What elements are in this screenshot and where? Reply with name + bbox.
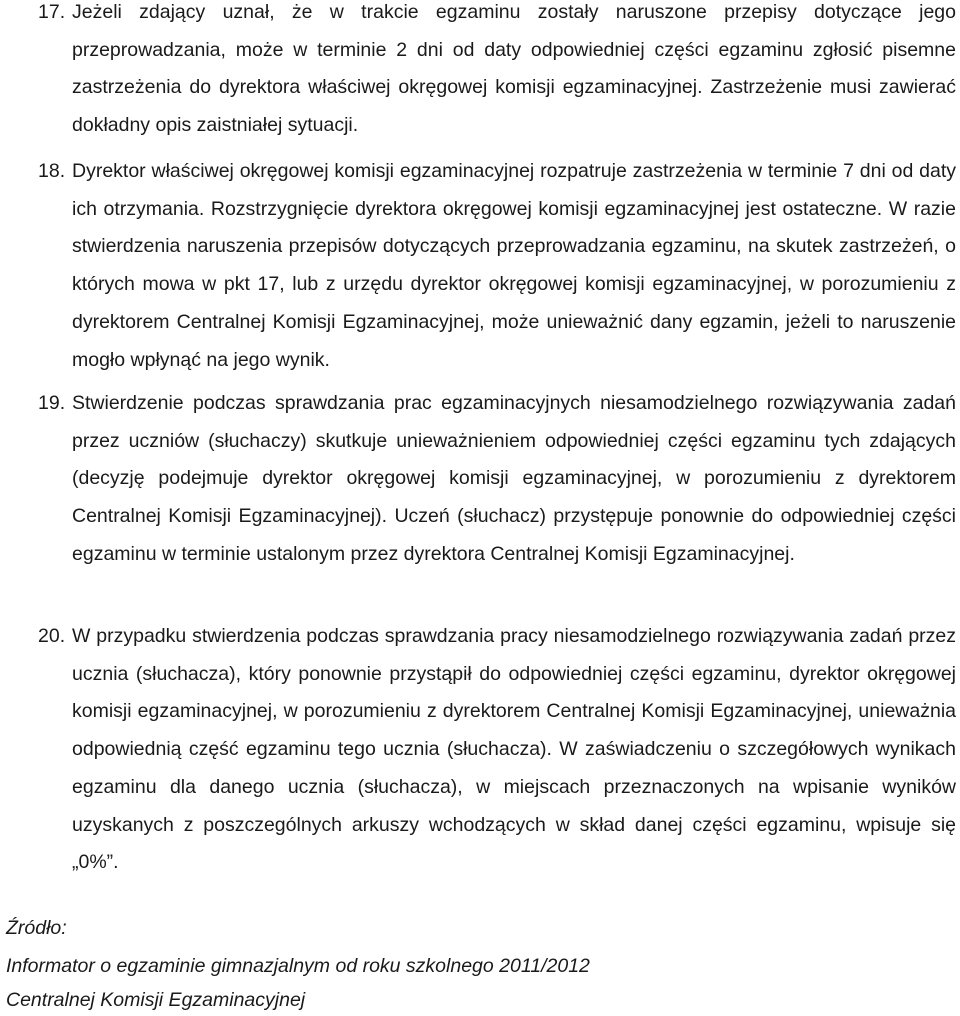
source-organization: Centralnej Komisji Egzaminacyjnej	[6, 989, 306, 1011]
item-text: Stwierdzenie podczas sprawdzania prac egzaminacyjnych niesamodzielnego rozwiązywania zadań przez uczniów (słuchaczy) skutkuje unieważnieniem odpowiedniej części egzaminu tych zdających (decyzję podejmuje dyrektor okręgowej komisji egzaminacyjnej, w porozumieniu z dyrektorem Centralnej Komisji Egzaminacyjnej). Uczeń (słuchacz) przystępuje ponownie do odpowiedniej części egzaminu w terminie ustalonym przez dyrektora Centralnej Komisji Egzaminacyjnej.	[72, 392, 956, 565]
item-text: Jeżeli zdający uznał, że w trakcie egzaminu zostały naruszone przepisy dotyczące jego przeprowadzania, może w terminie 2 dni od daty odpowiedniej części egzaminu zgłosić pisemne zastrzeżenia do dyrektora właściwej okręgowej komisji egzaminacyjnej. Zastrzeżenie musi zawierać dokładny opis zaistniałej sytuacji.	[72, 1, 956, 137]
item-number: 20.	[38, 625, 66, 647]
source-label: Źródło:	[6, 917, 67, 939]
item-text: Dyrektor właściwej okręgowej komisji egzaminacyjnej rozpatruje zastrzeżenia w terminie 7 dni od daty ich otrzymania. Rozstrzygnięcie dyrektora okręgowej komisji egzaminacyjnej jest ostateczne. W razie stwierdzenia naruszenia przepisów dotyczących przeprowadzania egzaminu, na skutek zastrzeżeń, o których mowa w pkt 17, lub z urzędu dyrektor okręgowej komisji egzaminacyjnej, w porozumieniu z dyrektorem Centralnej Komisji Egzaminacyjnej, może unieważnić dany egzamin, jeżeli to naruszenie mogło wpłynąć na jego wynik.	[72, 160, 956, 371]
source-title: Informator o egzaminie gimnazjalnym od roku szkolnego 2011/2012	[6, 955, 590, 977]
item-text: W przypadku stwierdzenia podczas sprawdzania pracy niesamodzielnego rozwiązywania zadań przez ucznia (słuchacza), który ponownie przystąpił do odpowiedniej części egzaminu, dyrektor okręgowej komisji egzaminacyjnej, w porozumieniu z dyrektorem Centralnej Komisji Egzaminacyjnej, unieważnia odpowiednią część egzaminu tego ucznia (słuchacza). W zaświadczeniu o szczegółowych wynikach egzaminu dla danego ucznia (słuchacza), w miejscach przeznaczonych na wpisanie wyników uzyskanych z poszczególnych arkuszy wchodzących w skład danej części egzaminu, wpisuje się „0%”.	[72, 625, 956, 874]
item-number: 17.	[38, 1, 66, 23]
item-number: 18.	[38, 160, 66, 182]
item-number: 19.	[38, 392, 66, 414]
